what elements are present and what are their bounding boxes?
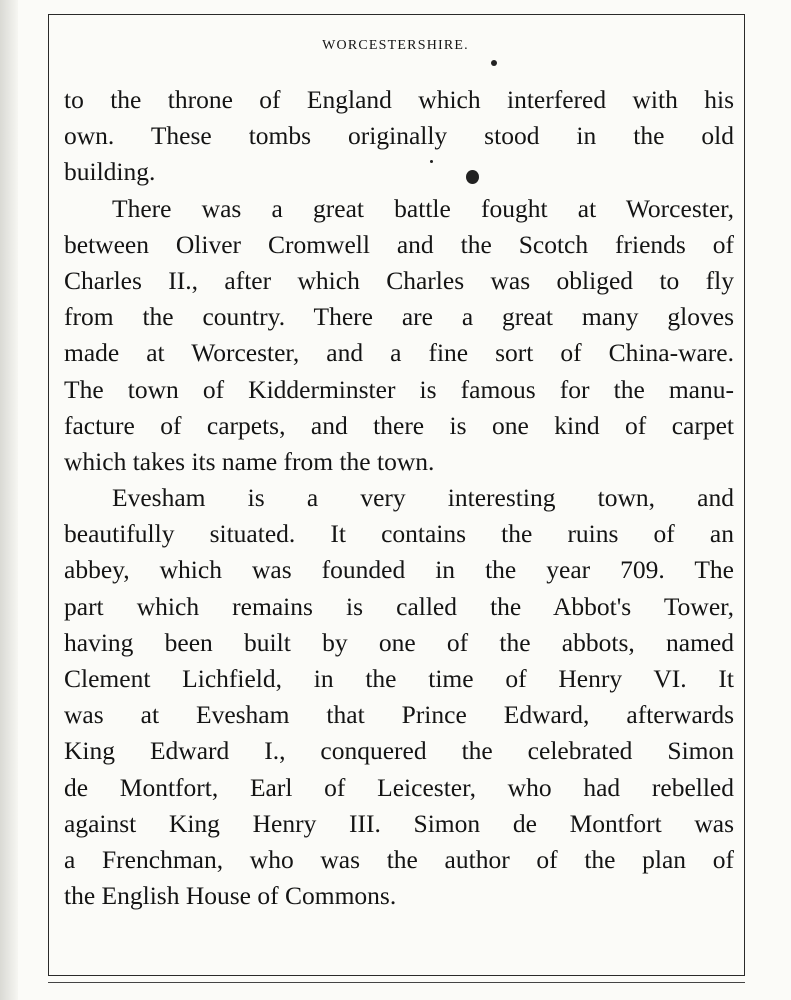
text-line: was at Evesham that Prince Edward, afterwards [64, 700, 734, 730]
text-line: to the throne of England which interfered with his [64, 85, 734, 114]
text-line: having been built by one of the abbots, named [64, 627, 734, 657]
text-line: facture of carpets, and there is one kind of carpet [64, 410, 734, 440]
text-line: part which remains is called the Abbot's Tower, [64, 591, 734, 621]
text-line: a Frenchman, who was the author of the plan of [64, 844, 734, 874]
text-line: between Oliver Cromwell and the Scotch friends of [64, 229, 734, 259]
text-line: Evesham is a very interesting town, and [112, 483, 734, 513]
body-text [64, 82, 734, 914]
text-line: The town of Kidderminster is famous for the manu- [64, 374, 734, 404]
text-line: against King Henry III. Simon de Montfort was [64, 808, 734, 838]
text-line: de Montfort, Earl of Leicester, who had rebelled [64, 772, 734, 802]
text-line: Charles II., after which Charles was obliged to fly [64, 265, 734, 295]
text-line: made at Worcester, and a fine sort of China-ware. [64, 338, 734, 368]
text-line: abbey, which was founded in the year 709. The [64, 555, 734, 585]
text-line: the English House of Commons. [64, 881, 397, 911]
text-line: building. [64, 157, 156, 187]
page-edge-shadow [0, 0, 18, 1000]
text-line: There was a great battle fought at Worcester, [112, 193, 734, 223]
bottom-rule [48, 982, 745, 983]
text-line: Clement Lichfield, in the time of Henry VI. It [64, 664, 734, 693]
running-head: WORCESTERSHIRE. [322, 38, 469, 53]
text-line: King Edward I., conquered the celebrated Simon [64, 736, 734, 766]
text-line: which takes its name from the town. [64, 446, 435, 476]
text-line: beautifully situated. It contains the ruins of an [64, 519, 734, 549]
text-line: own. These tombs originally stood in the old [64, 121, 734, 151]
ink-speck [491, 60, 497, 66]
text-line: from the country. There are a great many gloves [64, 302, 734, 332]
